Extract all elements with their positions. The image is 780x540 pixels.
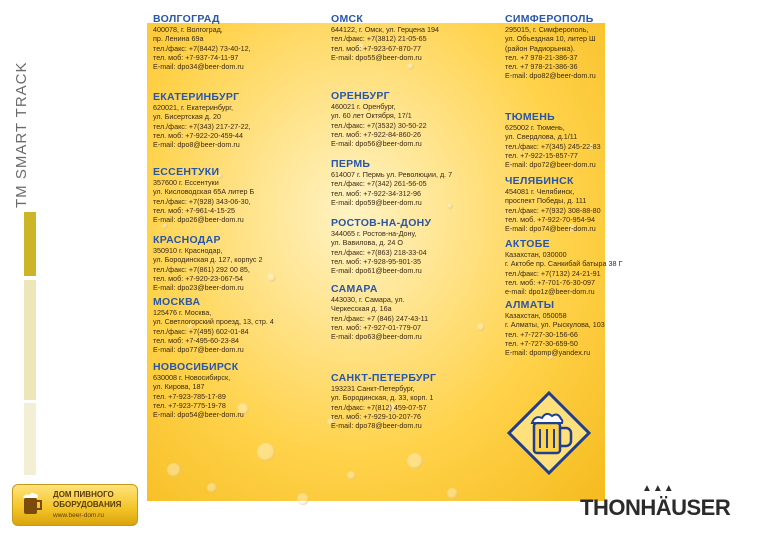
city-detail-line: пр. Ленина 69а — [153, 34, 204, 44]
city-detail-line: e-mail: dpo1z@beer-dom.ru — [505, 287, 595, 297]
city-detail-line: тел. +7-727-30-156-66 — [505, 329, 578, 339]
city-detail-line: тел./факс: +7(928) 343-06-30, — [153, 196, 251, 206]
bubble — [447, 488, 458, 499]
city-name: ОРЕНБУРГ — [331, 90, 390, 102]
city-detail-line: тел./факс: +7(345) 245-22-83 — [505, 141, 601, 151]
thonhauser-drops-icon: ▲▲▲ — [642, 483, 675, 494]
city-detail-line: ул. Вавилова, д. 24 О — [331, 238, 404, 248]
city-name: ЕССЕНТУКИ — [153, 166, 220, 178]
city-detail-line: тел./факс: +7 (846) 247-43-11 — [331, 313, 429, 323]
city-detail-line: (район Радиорынка). — [505, 43, 575, 53]
city-detail-line: E-mail: dpo77@beer-dom.ru — [153, 345, 244, 355]
bubble — [167, 463, 181, 477]
city-detail-line: E-mail: dpo55@beer-dom.ru — [331, 52, 422, 62]
city-name: АКТОБЕ — [505, 238, 550, 250]
bubble — [297, 493, 309, 505]
city-detail-line: ул. Бородинская д. 127, корпус 2 — [153, 255, 263, 265]
city-block — [331, 90, 483, 148]
city-name: МОСКВА — [153, 296, 201, 308]
stripe-bottom — [24, 403, 36, 475]
city-detail-line: 460021 г. Оренбург, — [331, 102, 396, 111]
city-detail-line: 454081 г. Челябинск, — [505, 187, 575, 196]
city-detail-line: тел. +7-923-775-19-78 — [153, 400, 226, 410]
city-detail-line: тел. моб: +7-928-95-901-35 — [331, 256, 421, 266]
city-detail-line: тел./факс: +7(3532) 30-50-22 — [331, 120, 427, 130]
city-detail-line: тел. +7-922-15-857-77 — [505, 150, 578, 160]
city-detail-line: E-mail: dpo23@beer-dom.ru — [153, 283, 244, 293]
city-name: САНКТ-ПЕТЕРБУРГ — [331, 372, 437, 384]
city-name: ПЕРМЬ — [331, 158, 371, 170]
bubble — [257, 443, 275, 461]
city-detail-line: 620021, г. Екатеринбург, — [153, 103, 234, 112]
city-detail-line: E-mail: dpo26@beer-dom.ru — [153, 215, 244, 225]
city-detail-line: тел./факс: +7(343) 217-27-22, — [153, 121, 251, 131]
city-detail-line: 350910 г. Краснодар, — [153, 246, 223, 255]
city-detail-line: г. Актобе пр. Санкибай батыра 38 Г — [505, 259, 623, 269]
city-detail-line: E-mail: dpomp@yandex.ru — [505, 348, 591, 358]
bubble — [347, 471, 356, 480]
city-block — [153, 13, 305, 71]
city-detail-line: E-mail: dpo63@beer-dom.ru — [331, 332, 422, 342]
city-detail-line: 630008 г. Новосибирск, — [153, 373, 231, 382]
city-block — [331, 372, 483, 430]
city-block — [331, 283, 483, 341]
city-detail-line: ул. Бородинская, д. 33, корп. 1 — [331, 393, 434, 403]
city-detail-line: тел. моб: +7-937-74-11-97 — [153, 52, 239, 62]
city-detail-line: тел. моб: +7-701-76-30-097 — [505, 277, 595, 287]
city-block — [153, 361, 305, 419]
city-detail-line: 193231 Санкт-Петербург, — [331, 384, 415, 393]
bubble — [407, 453, 423, 469]
city-detail-line: тел./факс: +7(932) 308-88-80 — [505, 205, 601, 215]
city-detail-line: 344065 г. Ростов-на-Дону, — [331, 229, 417, 238]
city-detail-line: тел./факс: +7(863) 218-33-04 — [331, 247, 427, 257]
city-detail-line: тел. моб: +7-961-4-15-25 — [153, 205, 235, 215]
city-detail-line: 614007 г. Пермь ул. Революции, д. 7 — [331, 170, 453, 179]
city-detail-line: ул. Кисловодская 65А литер Б — [153, 187, 255, 197]
city-detail-line: проспект Победы, д. 111 — [505, 196, 587, 206]
city-detail-line: E-mail: dpo72@beer-dom.ru — [505, 160, 596, 170]
city-detail-line: Черкесская д. 16а — [331, 304, 392, 314]
city-detail-line: ул. Бисертская д. 20 — [153, 112, 221, 122]
city-detail-line: ул. Светлогорский проезд, 13, стр. 4 — [153, 317, 274, 327]
side-title: TM SMART TRACK — [13, 61, 30, 208]
city-detail-line: 625002 г. Тюмень, — [505, 123, 565, 132]
city-block — [505, 175, 657, 233]
beer-background-panel — [147, 13, 623, 501]
city-detail-line: тел./факс: +7(495) 602-01-84 — [153, 326, 249, 336]
city-detail-line: E-mail: dpo61@beer-dom.ru — [331, 266, 422, 276]
city-name: ТЮМЕНЬ — [505, 111, 555, 123]
city-detail-line: тел. моб: +7-927-01-779-07 — [331, 322, 421, 332]
city-block — [153, 166, 305, 224]
city-detail-line: Казахстан, 030000 — [505, 250, 567, 259]
city-block — [331, 217, 483, 275]
city-block — [153, 91, 305, 149]
city-block — [331, 13, 483, 62]
city-block — [505, 111, 657, 169]
city-name: ЧЕЛЯБИНСК — [505, 175, 574, 187]
city-detail-line: тел. моб: +7-922-20-459-44 — [153, 130, 243, 140]
thonhauser-wordmark: THONHÄUSER — [580, 495, 731, 520]
city-detail-line: тел. +7 978-21-386-37 — [505, 52, 578, 62]
beer-dom-logo — [12, 484, 138, 526]
city-detail-line: E-mail: dpo8@beer-dom.ru — [153, 140, 240, 150]
logo-line-1: ДОМ ПИВНОГО — [53, 490, 114, 499]
city-detail-line: тел./факс: +7(342) 261-56-05 — [331, 179, 427, 189]
city-detail-line: Казахстан, 050058 — [505, 311, 567, 320]
city-detail-line: 125476 г. Москва, — [153, 308, 212, 317]
city-detail-line: ул. Кирова, 187 — [153, 382, 205, 392]
city-detail-line: E-mail: dpo54@beer-dom.ru — [153, 410, 244, 420]
logo-line-2: ОБОРУДОВАНИЯ — [53, 500, 122, 509]
city-detail-line: тел. моб: +7-920-23-067-54 — [153, 273, 243, 283]
city-detail-line: ул. Свердлова, д.1/11 — [505, 132, 578, 142]
city-block — [153, 296, 305, 354]
stripe-top — [24, 212, 36, 276]
city-detail-line: ул. 60 лет Октября, 17/1 — [331, 111, 412, 121]
city-name: САМАРА — [331, 283, 378, 295]
city-name: ОМСК — [331, 13, 364, 25]
thonhauser-logo — [580, 483, 756, 523]
city-detail-line: тел. +7-923-785-17-89 — [153, 391, 226, 401]
city-detail-line: 443030, г. Самара, ул. — [331, 295, 405, 304]
city-detail-line: E-mail: dpo78@beer-dom.ru — [331, 421, 422, 431]
bubble — [407, 63, 414, 70]
city-detail-line: тел. моб: +7-929-10-207-76 — [331, 411, 421, 421]
city-detail-line: 295015, г. Симферополь, — [505, 25, 589, 34]
city-name: СИМФЕРОПОЛЬ — [505, 13, 594, 25]
city-detail-line: тел. моб: +7-495-60-23-84 — [153, 335, 239, 345]
city-detail-line: 644122, г. Омск, ул. Герцена 194 — [331, 25, 439, 34]
logo-mug-icon — [17, 489, 47, 519]
city-detail-line: тел. моб: +7-922-34-312-96 — [331, 188, 421, 198]
city-detail-line: E-mail: dpo74@beer-dom.ru — [505, 224, 596, 234]
city-detail-line: E-mail: dpo56@beer-dom.ru — [331, 139, 422, 149]
city-name: НОВОСИБИРСК — [153, 361, 239, 373]
city-detail-line: тел./факс: +7(861) 292 00 85, — [153, 264, 250, 274]
city-block — [505, 238, 657, 296]
city-detail-line: тел. +7-727-30-659-50 — [505, 338, 578, 348]
city-detail-line: тел. +7 978-21-386-36 — [505, 62, 578, 72]
city-detail-line: тел./факс: +7(812) 459-07-57 — [331, 402, 427, 412]
stripe-mid — [24, 280, 36, 400]
logo-url: www.beer-dom.ru — [53, 512, 104, 519]
city-detail-line: E-mail: dpo34@beer-dom.ru — [153, 62, 244, 72]
city-detail-line: 400078, г. Волгоград, — [153, 25, 223, 34]
city-block — [505, 13, 657, 81]
city-detail-line: E-mail: dpo59@beer-dom.ru — [331, 197, 422, 207]
city-name: РОСТОВ-НА-ДОНУ — [331, 217, 432, 229]
city-detail-line: E-mail: dpo82@beer-dom.ru — [505, 71, 596, 81]
city-block — [153, 234, 305, 292]
city-block — [505, 299, 657, 357]
city-block — [331, 158, 483, 207]
city-detail-line: 357600 г. Ессентуки — [153, 178, 219, 187]
city-detail-line: тел. моб: +7-923-67-870-77 — [331, 43, 421, 53]
city-detail-line: ул. Объездная 10, литер Ш — [505, 34, 596, 44]
city-detail-line: г. Алматы, ул. Рыскулова, 103 — [505, 320, 605, 330]
city-detail-line: тел./факс: +7(8442) 73-40-12, — [153, 43, 251, 53]
city-name: ЕКАТЕРИНБУРГ — [153, 91, 240, 103]
city-name: КРАСНОДАР — [153, 234, 221, 246]
bubble — [207, 483, 217, 493]
beer-mug-emblem-icon — [507, 391, 591, 475]
city-detail-line: тел./факс: +7(3812) 21-05-65 — [331, 34, 427, 44]
city-detail-line: тел./факс: +7(7132) 24-21-91 — [505, 268, 601, 278]
city-name: ВОЛГОГРАД — [153, 13, 220, 25]
city-name: АЛМАТЫ — [505, 299, 555, 311]
city-detail-line: тел. моб. +7-922-70-954-94 — [505, 214, 595, 224]
city-detail-line: тел. моб: +7-922-84-860-26 — [331, 129, 421, 139]
